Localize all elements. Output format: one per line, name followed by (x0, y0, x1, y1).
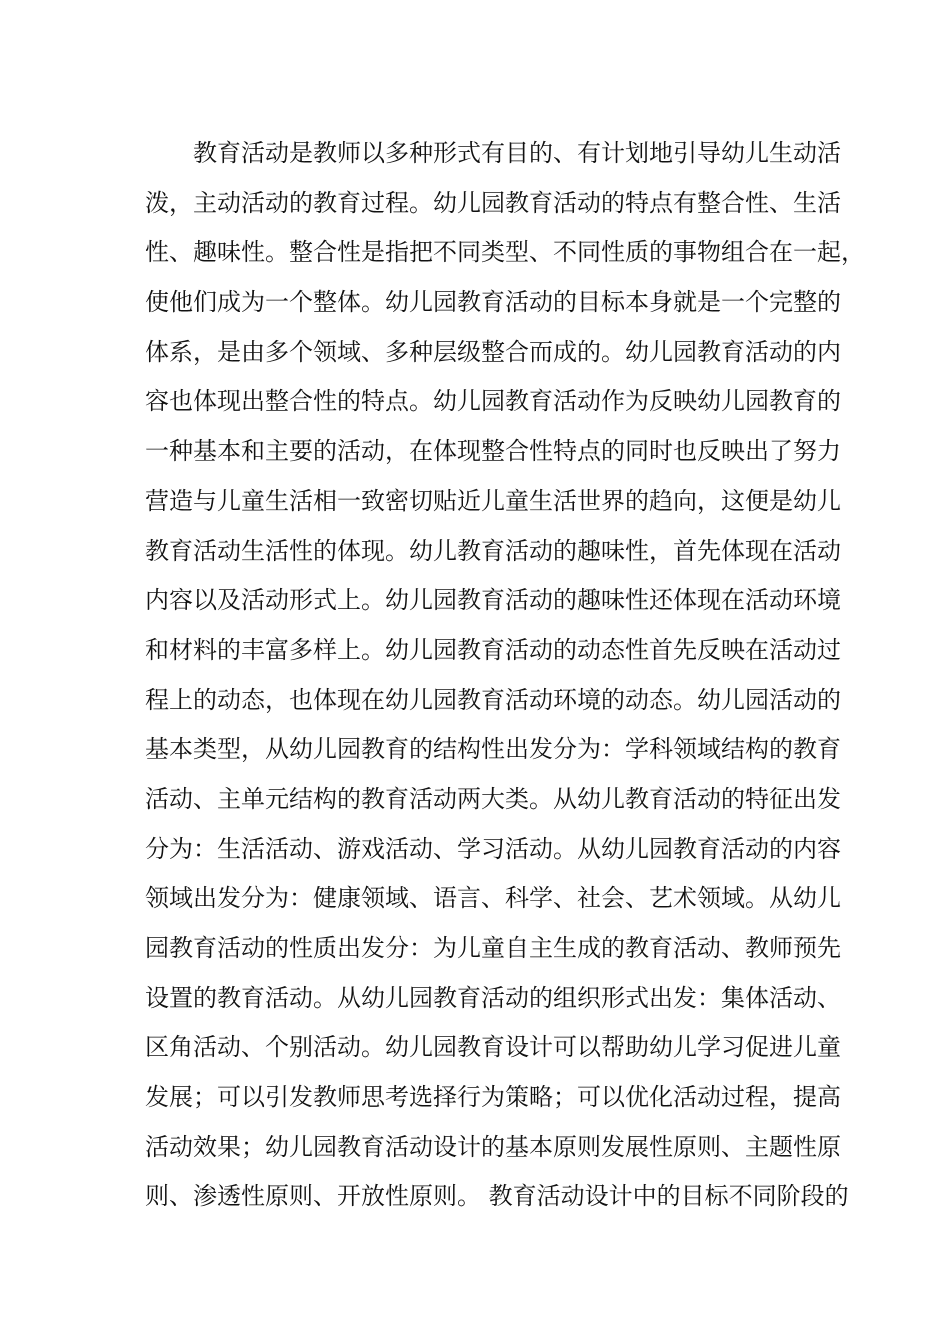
paragraph-line: 活动、主单元结构的教育活动两大类。从幼儿教育活动的特征出发 (145, 784, 841, 813)
paragraph-line: 教育活动生活性的体现。幼儿教育活动的趣味性，首先体现在活动 (145, 536, 841, 565)
paragraph-line: 园教育活动的性质出发分：为儿童自主生成的教育活动、教师预先 (145, 934, 841, 962)
paragraph-line: 一种基本和主要的活动，在体现整合性特点的同时也反映出了努力 (145, 437, 841, 466)
body-paragraph (145, 129, 865, 1222)
paragraph-line: 基本类型，从幼儿园教育的结构性出发分为：学科领域结构的教育 (145, 735, 841, 764)
paragraph-line: 区角活动、个别活动。幼儿园教育设计可以帮助幼儿学习促进儿童 (145, 1033, 841, 1062)
paragraph-line: 活动效果；幼儿园教育活动设计的基本原则发展性原则、主题性原 (145, 1132, 841, 1161)
paragraph-line: 教育活动是教师以多种形式有目的、有计划地引导幼儿生动活 (193, 139, 841, 167)
paragraph-line: 分为：生活活动、游戏活动、学习活动。从幼儿园教育活动的内容 (145, 834, 841, 863)
paragraph-line: 泼，主动活动的教育过程。幼儿园教育活动的特点有整合性、生活 (145, 188, 841, 217)
paragraph-line: 体系，是由多个领域、多种层级整合而成的。幼儿园教育活动的内 (145, 337, 841, 366)
paragraph-line: 和材料的丰富多样上。幼儿园教育活动的动态性首先反映在活动过 (145, 635, 841, 664)
paragraph-line: 则、渗透性原则、开放性原则。 教育活动设计中的目标不同阶段的 (145, 1182, 849, 1211)
paragraph-line: 使他们成为一个整体。幼儿园教育活动的目标本身就是一个完整的 (145, 288, 841, 317)
paragraph-line: 容也体现出整合性的特点。幼儿园教育活动作为反映幼儿园教育的 (145, 387, 841, 416)
paragraph-line: 营造与儿童生活相一致密切贴近儿童生活世界的趋向，这便是幼儿 (145, 486, 841, 515)
paragraph-line: 性、趣味性。整合性是指把不同类型、不同性质的事物组合在一起， (145, 238, 865, 267)
paragraph-line: 设置的教育活动。从幼儿园教育活动的组织形式出发：集体活动、 (145, 983, 841, 1012)
paragraph-line: 内容以及活动形式上。幼儿园教育活动的趣味性还体现在活动环境 (145, 586, 841, 615)
paragraph-line: 领域出发分为：健康领域、语言、科学、社会、艺术领域。从幼儿 (145, 884, 841, 913)
paragraph-line: 程上的动态，也体现在幼儿园教育活动环境的动态。幼儿园活动的 (145, 685, 841, 714)
paragraph-line: 发展；可以引发教师思考选择行为策略；可以优化活动过程，提高 (145, 1083, 841, 1112)
